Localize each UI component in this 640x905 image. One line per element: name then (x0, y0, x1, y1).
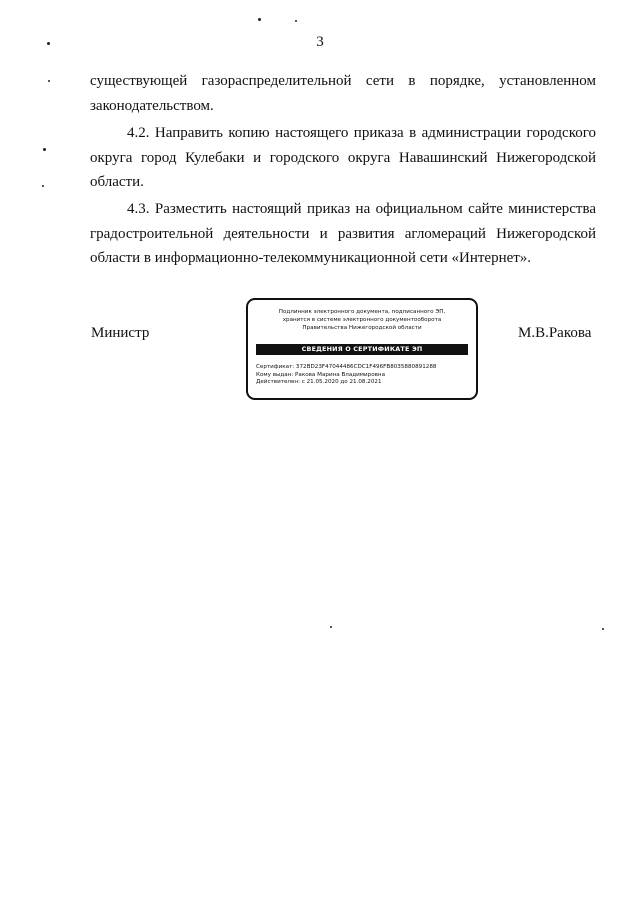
paragraph-line: законодательством. (90, 97, 214, 114)
paragraph-2 (90, 121, 596, 195)
stamp-header-line: хранится в системе электронного документооборота (282, 317, 442, 323)
stamp-details (256, 364, 470, 387)
stamp-header-line: Правительства Нижегородской области (302, 325, 422, 331)
paragraph-line: существующей газораспределительной сети в порядке, установленном (90, 73, 596, 89)
scan-speck (258, 18, 261, 21)
paragraph-line: округа город Кулебаки и городского округа Навашинский Нижегородской (90, 149, 596, 166)
scan-speck (47, 42, 50, 45)
scan-speck (330, 626, 332, 628)
paragraph-line: области. (90, 174, 144, 190)
signature-name: М.В.Ракова (518, 325, 592, 341)
paragraph-1 (90, 69, 596, 118)
stamp-certificate-number: Сертификат: 372BD23F47044486CDC1F496FB8035880891288 (256, 364, 437, 370)
page-number: 3 (316, 34, 324, 50)
stamp-validity: Действителен: с 21.05.2020 до 21.08.2021 (256, 379, 382, 386)
electronic-signature-stamp (246, 298, 478, 400)
scan-speck (48, 80, 50, 82)
stamp-header-line: Подлинник электронного документа, подписанного ЭП, (278, 309, 446, 315)
stamp-issued-to: Кому выдан: Ракова Марина Владимировна (256, 371, 385, 378)
signature-role: Министр (91, 325, 150, 341)
paragraph-line: градостроительной деятельности и развития агломераций Нижегородской (90, 225, 596, 242)
scan-speck (43, 148, 46, 151)
stamp-header (254, 308, 470, 332)
paragraph-line: области в информационно-телекоммуникационной сети «Интернет». (90, 250, 532, 266)
scan-speck (295, 20, 297, 22)
paragraph-line: 4.2. Направить копию настоящего приказа в администрации городского (127, 125, 596, 141)
paragraph-line: 4.3. Разместить настоящий приказ на официальном сайте министерства (127, 201, 596, 217)
stamp-certificate-bar: СВЕДЕНИЯ О СЕРТИФИКАТЕ ЭП (256, 344, 468, 355)
scan-speck (602, 628, 604, 630)
paragraph-3 (90, 197, 596, 271)
scan-speck (42, 185, 44, 187)
